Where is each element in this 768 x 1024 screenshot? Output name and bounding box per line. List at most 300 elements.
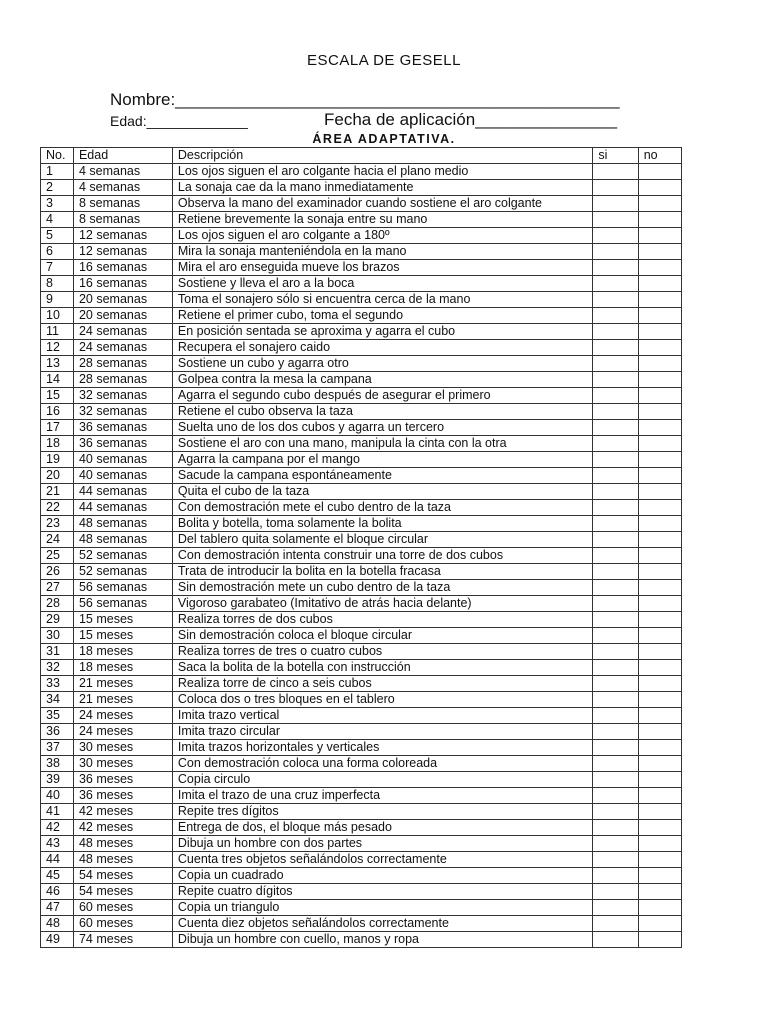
si-checkbox-cell[interactable] xyxy=(593,276,638,292)
no-checkbox-cell[interactable] xyxy=(638,388,681,404)
row-number: 30 xyxy=(41,628,74,644)
row-number: 44 xyxy=(41,852,74,868)
si-checkbox-cell[interactable] xyxy=(593,820,638,836)
row-age: 74 meses xyxy=(73,932,172,948)
row-description: En posición sentada se aproxima y agarra el cubo xyxy=(172,324,592,340)
si-checkbox-cell[interactable] xyxy=(593,388,638,404)
row-age: 18 meses xyxy=(73,660,172,676)
table-row xyxy=(41,820,682,836)
table-row xyxy=(41,436,682,452)
no-checkbox-cell[interactable] xyxy=(638,564,681,580)
row-description: Dibuja un hombre con dos partes xyxy=(172,836,592,852)
row-description: Sostiene el aro con una mano, manipula la cinta con la otra xyxy=(172,436,592,452)
table-row xyxy=(41,612,682,628)
si-checkbox-cell[interactable] xyxy=(593,228,638,244)
si-checkbox-cell[interactable] xyxy=(593,324,638,340)
table-row xyxy=(41,356,682,372)
table-row xyxy=(41,196,682,212)
no-checkbox-cell[interactable] xyxy=(638,516,681,532)
row-number: 43 xyxy=(41,836,74,852)
row-age: 12 semanas xyxy=(73,228,172,244)
row-description: Mira el aro enseguida mueve los brazos xyxy=(172,260,592,276)
no-checkbox-cell[interactable] xyxy=(638,676,681,692)
no-checkbox-cell[interactable] xyxy=(638,900,681,916)
table-row xyxy=(41,740,682,756)
row-number: 37 xyxy=(41,740,74,756)
row-number: 48 xyxy=(41,916,74,932)
no-checkbox-cell[interactable] xyxy=(638,708,681,724)
row-age: 30 meses xyxy=(73,740,172,756)
table-row xyxy=(41,228,682,244)
row-description: Retiene brevemente la sonaja entre su mano xyxy=(172,212,592,228)
table-row xyxy=(41,244,682,260)
row-age: 52 semanas xyxy=(73,548,172,564)
row-number: 34 xyxy=(41,692,74,708)
row-description: Con demostración mete el cubo dentro de la taza xyxy=(172,500,592,516)
no-checkbox-cell[interactable] xyxy=(638,820,681,836)
row-age: 40 semanas xyxy=(73,452,172,468)
row-age: 36 meses xyxy=(73,772,172,788)
table-row xyxy=(41,868,682,884)
row-age: 56 semanas xyxy=(73,580,172,596)
table-row xyxy=(41,772,682,788)
row-number: 15 xyxy=(41,388,74,404)
no-checkbox-cell[interactable] xyxy=(638,548,681,564)
row-age: 30 meses xyxy=(73,756,172,772)
table-row xyxy=(41,452,682,468)
row-number: 29 xyxy=(41,612,74,628)
table-row xyxy=(41,836,682,852)
no-checkbox-cell[interactable] xyxy=(638,420,681,436)
row-age: 4 semanas xyxy=(73,164,172,180)
no-checkbox-cell[interactable] xyxy=(638,740,681,756)
no-checkbox-cell[interactable] xyxy=(638,852,681,868)
no-checkbox-cell[interactable] xyxy=(638,580,681,596)
no-checkbox-cell[interactable] xyxy=(638,916,681,932)
row-number: 32 xyxy=(41,660,74,676)
row-number: 18 xyxy=(41,436,74,452)
si-checkbox-cell[interactable] xyxy=(593,628,638,644)
nombre-field[interactable]: Nombre:_______________________________________________ xyxy=(110,90,620,109)
table-row xyxy=(41,484,682,500)
table-row xyxy=(41,164,682,180)
no-checkbox-cell[interactable] xyxy=(638,228,681,244)
no-checkbox-cell[interactable] xyxy=(638,660,681,676)
no-checkbox-cell[interactable] xyxy=(638,452,681,468)
si-checkbox-cell[interactable] xyxy=(593,884,638,900)
si-checkbox-cell[interactable] xyxy=(593,676,638,692)
row-number: 41 xyxy=(41,804,74,820)
si-checkbox-cell[interactable] xyxy=(593,484,638,500)
row-age: 60 meses xyxy=(73,900,172,916)
row-number: 47 xyxy=(41,900,74,916)
no-checkbox-cell[interactable] xyxy=(638,292,681,308)
row-number: 26 xyxy=(41,564,74,580)
row-age: 32 semanas xyxy=(73,388,172,404)
table-row xyxy=(41,596,682,612)
row-age: 36 meses xyxy=(73,788,172,804)
row-number: 2 xyxy=(41,180,74,196)
row-description: Entrega de dos, el bloque más pesado xyxy=(172,820,592,836)
si-checkbox-cell[interactable] xyxy=(593,788,638,804)
evaluation-table xyxy=(40,147,682,948)
row-age: 36 semanas xyxy=(73,420,172,436)
row-number: 13 xyxy=(41,356,74,372)
row-number: 20 xyxy=(41,468,74,484)
si-checkbox-cell[interactable] xyxy=(593,580,638,596)
row-age: 52 semanas xyxy=(73,564,172,580)
no-checkbox-cell[interactable] xyxy=(638,692,681,708)
table-row xyxy=(41,388,682,404)
row-age: 48 semanas xyxy=(73,516,172,532)
row-age: 18 meses xyxy=(73,644,172,660)
row-number: 16 xyxy=(41,404,74,420)
row-description: Toma el sonajero sólo si encuentra cerca de la mano xyxy=(172,292,592,308)
row-description: Retiene el primer cubo, toma el segundo xyxy=(172,308,592,324)
row-number: 33 xyxy=(41,676,74,692)
table-row xyxy=(41,292,682,308)
si-checkbox-cell[interactable] xyxy=(593,452,638,468)
table-row xyxy=(41,500,682,516)
no-checkbox-cell[interactable] xyxy=(638,612,681,628)
no-checkbox-cell[interactable] xyxy=(638,468,681,484)
row-number: 1 xyxy=(41,164,74,180)
no-checkbox-cell[interactable] xyxy=(638,196,681,212)
row-age: 20 semanas xyxy=(73,292,172,308)
table-row xyxy=(41,404,682,420)
si-checkbox-cell[interactable] xyxy=(593,596,638,612)
si-checkbox-cell[interactable] xyxy=(593,740,638,756)
table-row xyxy=(41,420,682,436)
row-age: 54 meses xyxy=(73,884,172,900)
si-checkbox-cell[interactable] xyxy=(593,436,638,452)
si-checkbox-cell[interactable] xyxy=(593,212,638,228)
si-checkbox-cell[interactable] xyxy=(593,836,638,852)
header-no: No. xyxy=(41,148,74,164)
si-checkbox-cell[interactable] xyxy=(593,548,638,564)
table-row xyxy=(41,548,682,564)
table-row xyxy=(41,324,682,340)
row-description: Realiza torres de dos cubos xyxy=(172,612,592,628)
row-age: 60 meses xyxy=(73,916,172,932)
si-checkbox-cell[interactable] xyxy=(593,932,638,948)
row-age: 42 meses xyxy=(73,820,172,836)
row-number: 45 xyxy=(41,868,74,884)
no-checkbox-cell[interactable] xyxy=(638,164,681,180)
row-number: 5 xyxy=(41,228,74,244)
row-number: 46 xyxy=(41,884,74,900)
si-checkbox-cell[interactable] xyxy=(593,244,638,260)
table-row xyxy=(41,372,682,388)
si-checkbox-cell[interactable] xyxy=(593,692,638,708)
edad-field[interactable]: Edad:_____________ xyxy=(110,113,248,129)
si-checkbox-cell[interactable] xyxy=(593,180,638,196)
row-number: 17 xyxy=(41,420,74,436)
row-description: Del tablero quita solamente el bloque circular xyxy=(172,532,592,548)
row-description: Repite tres dígitos xyxy=(172,804,592,820)
row-age: 56 semanas xyxy=(73,596,172,612)
row-number: 49 xyxy=(41,932,74,948)
row-number: 42 xyxy=(41,820,74,836)
table-row xyxy=(41,628,682,644)
row-description: Recupera el sonajero caido xyxy=(172,340,592,356)
row-description: Trata de introducir la bolita en la botella fracasa xyxy=(172,564,592,580)
row-description: Imita trazo vertical xyxy=(172,708,592,724)
row-description: Imita trazos horizontales y verticales xyxy=(172,740,592,756)
no-checkbox-cell[interactable] xyxy=(638,484,681,500)
si-checkbox-cell[interactable] xyxy=(593,500,638,516)
row-number: 7 xyxy=(41,260,74,276)
row-number: 9 xyxy=(41,292,74,308)
si-checkbox-cell[interactable] xyxy=(593,612,638,628)
row-number: 38 xyxy=(41,756,74,772)
no-checkbox-cell[interactable] xyxy=(638,308,681,324)
row-description: Quita el cubo de la taza xyxy=(172,484,592,500)
no-checkbox-cell[interactable] xyxy=(638,788,681,804)
no-checkbox-cell[interactable] xyxy=(638,644,681,660)
no-checkbox-cell[interactable] xyxy=(638,324,681,340)
row-description: Copia un cuadrado xyxy=(172,868,592,884)
row-description: Imita trazo circular xyxy=(172,724,592,740)
row-number: 10 xyxy=(41,308,74,324)
si-checkbox-cell[interactable] xyxy=(593,196,638,212)
row-description: Repite cuatro dígitos xyxy=(172,884,592,900)
row-description: Realiza torre de cinco a seis cubos xyxy=(172,676,592,692)
row-age: 20 semanas xyxy=(73,308,172,324)
row-description: La sonaja cae da la mano inmediatamente xyxy=(172,180,592,196)
row-age: 16 semanas xyxy=(73,260,172,276)
row-age: 8 semanas xyxy=(73,212,172,228)
no-checkbox-cell[interactable] xyxy=(638,212,681,228)
no-checkbox-cell[interactable] xyxy=(638,868,681,884)
no-checkbox-cell[interactable] xyxy=(638,356,681,372)
row-age: 24 semanas xyxy=(73,324,172,340)
table-row xyxy=(41,692,682,708)
row-age: 28 semanas xyxy=(73,356,172,372)
no-checkbox-cell[interactable] xyxy=(638,532,681,548)
table-row xyxy=(41,852,682,868)
row-age: 16 semanas xyxy=(73,276,172,292)
table-row xyxy=(41,916,682,932)
row-description: Con demostración coloca una forma coloreada xyxy=(172,756,592,772)
header-edad: Edad xyxy=(73,148,172,164)
row-description: Copia circulo xyxy=(172,772,592,788)
table-header-row xyxy=(41,148,682,164)
row-age: 32 semanas xyxy=(73,404,172,420)
table-row xyxy=(41,180,682,196)
table-row xyxy=(41,804,682,820)
si-checkbox-cell[interactable] xyxy=(593,804,638,820)
table-row xyxy=(41,260,682,276)
si-checkbox-cell[interactable] xyxy=(593,564,638,580)
table-row xyxy=(41,660,682,676)
table-row xyxy=(41,788,682,804)
table-row xyxy=(41,676,682,692)
row-number: 12 xyxy=(41,340,74,356)
no-checkbox-cell[interactable] xyxy=(638,500,681,516)
row-number: 4 xyxy=(41,212,74,228)
row-age: 15 meses xyxy=(73,612,172,628)
no-checkbox-cell[interactable] xyxy=(638,596,681,612)
row-number: 27 xyxy=(41,580,74,596)
si-checkbox-cell[interactable] xyxy=(593,164,638,180)
table-body xyxy=(41,164,682,948)
row-age: 36 semanas xyxy=(73,436,172,452)
header-no-answer: no xyxy=(638,148,681,164)
row-age: 24 meses xyxy=(73,708,172,724)
row-number: 11 xyxy=(41,324,74,340)
row-description: Dibuja un hombre con cuello, manos y ropa xyxy=(172,932,592,948)
no-checkbox-cell[interactable] xyxy=(638,772,681,788)
row-description: Con demostración intenta construir una torre de dos cubos xyxy=(172,548,592,564)
row-description: Realiza torres de tres o cuatro cubos xyxy=(172,644,592,660)
si-checkbox-cell[interactable] xyxy=(593,532,638,548)
si-checkbox-cell[interactable] xyxy=(593,772,638,788)
row-number: 39 xyxy=(41,772,74,788)
table-row xyxy=(41,756,682,772)
row-number: 25 xyxy=(41,548,74,564)
row-age: 40 semanas xyxy=(73,468,172,484)
row-number: 3 xyxy=(41,196,74,212)
row-description: Vigoroso garabateo (Imitativo de atrás hacia delante) xyxy=(172,596,592,612)
row-age: 42 meses xyxy=(73,804,172,820)
row-description: Los ojos siguen el aro colgante hacia el plano medio xyxy=(172,164,592,180)
no-checkbox-cell[interactable] xyxy=(638,260,681,276)
row-number: 21 xyxy=(41,484,74,500)
no-checkbox-cell[interactable] xyxy=(638,436,681,452)
row-number: 22 xyxy=(41,500,74,516)
row-age: 8 semanas xyxy=(73,196,172,212)
si-checkbox-cell[interactable] xyxy=(593,916,638,932)
si-checkbox-cell[interactable] xyxy=(593,292,638,308)
header-si: si xyxy=(593,148,638,164)
row-age: 21 meses xyxy=(73,676,172,692)
table-row xyxy=(41,276,682,292)
si-checkbox-cell[interactable] xyxy=(593,644,638,660)
no-checkbox-cell[interactable] xyxy=(638,836,681,852)
table-row xyxy=(41,516,682,532)
row-description: Retiene el cubo observa la taza xyxy=(172,404,592,420)
table-row xyxy=(41,564,682,580)
table-row xyxy=(41,580,682,596)
page-title: ESCALA DE GESELL xyxy=(307,52,461,69)
no-checkbox-cell[interactable] xyxy=(638,276,681,292)
row-description: Imita el trazo de una cruz imperfecta xyxy=(172,788,592,804)
si-checkbox-cell[interactable] xyxy=(593,260,638,276)
table-row xyxy=(41,532,682,548)
row-age: 21 meses xyxy=(73,692,172,708)
row-description: Cuenta tres objetos señalándolos correctamente xyxy=(172,852,592,868)
table-row xyxy=(41,212,682,228)
row-number: 31 xyxy=(41,644,74,660)
si-checkbox-cell[interactable] xyxy=(593,868,638,884)
row-description: Sostiene un cubo y agarra otro xyxy=(172,356,592,372)
row-age: 28 semanas xyxy=(73,372,172,388)
no-checkbox-cell[interactable] xyxy=(638,372,681,388)
row-description: Mira la sonaja manteniéndola en la mano xyxy=(172,244,592,260)
row-age: 24 meses xyxy=(73,724,172,740)
no-checkbox-cell[interactable] xyxy=(638,932,681,948)
si-checkbox-cell[interactable] xyxy=(593,340,638,356)
row-number: 36 xyxy=(41,724,74,740)
si-checkbox-cell[interactable] xyxy=(593,756,638,772)
si-checkbox-cell[interactable] xyxy=(593,356,638,372)
row-description: Bolita y botella, toma solamente la bolita xyxy=(172,516,592,532)
row-number: 23 xyxy=(41,516,74,532)
row-description: Los ojos siguen el aro colgante a 180º xyxy=(172,228,592,244)
no-checkbox-cell[interactable] xyxy=(638,340,681,356)
row-number: 6 xyxy=(41,244,74,260)
table-row xyxy=(41,884,682,900)
row-description: Agarra la campana por el mango xyxy=(172,452,592,468)
row-description: Sacude la campana espontáneamente xyxy=(172,468,592,484)
no-checkbox-cell[interactable] xyxy=(638,244,681,260)
si-checkbox-cell[interactable] xyxy=(593,372,638,388)
si-checkbox-cell[interactable] xyxy=(593,404,638,420)
si-checkbox-cell[interactable] xyxy=(593,852,638,868)
table-row xyxy=(41,900,682,916)
si-checkbox-cell[interactable] xyxy=(593,724,638,740)
row-description: Golpea contra la mesa la campana xyxy=(172,372,592,388)
row-number: 14 xyxy=(41,372,74,388)
row-description: Copia un triangulo xyxy=(172,900,592,916)
no-checkbox-cell[interactable] xyxy=(638,756,681,772)
section-heading: ÁREA ADAPTATIVA. xyxy=(312,132,456,146)
row-number: 24 xyxy=(41,532,74,548)
no-checkbox-cell[interactable] xyxy=(638,884,681,900)
table-row xyxy=(41,308,682,324)
si-checkbox-cell[interactable] xyxy=(593,420,638,436)
row-age: 12 semanas xyxy=(73,244,172,260)
row-number: 19 xyxy=(41,452,74,468)
row-age: 48 meses xyxy=(73,852,172,868)
table-row xyxy=(41,340,682,356)
table-row xyxy=(41,468,682,484)
row-description: Observa la mano del examinador cuando sostiene el aro colgante xyxy=(172,196,592,212)
table-row xyxy=(41,724,682,740)
header-descripcion: Descripción xyxy=(172,148,592,164)
row-age: 24 semanas xyxy=(73,340,172,356)
no-checkbox-cell[interactable] xyxy=(638,404,681,420)
si-checkbox-cell[interactable] xyxy=(593,900,638,916)
no-checkbox-cell[interactable] xyxy=(638,180,681,196)
row-age: 48 meses xyxy=(73,836,172,852)
row-age: 48 semanas xyxy=(73,532,172,548)
row-description: Suelta uno de los dos cubos y agarra un tercero xyxy=(172,420,592,436)
row-number: 35 xyxy=(41,708,74,724)
no-checkbox-cell[interactable] xyxy=(638,724,681,740)
no-checkbox-cell[interactable] xyxy=(638,628,681,644)
row-number: 28 xyxy=(41,596,74,612)
si-checkbox-cell[interactable] xyxy=(593,708,638,724)
si-checkbox-cell[interactable] xyxy=(593,516,638,532)
row-description: Sin demostración coloca el bloque circular xyxy=(172,628,592,644)
si-checkbox-cell[interactable] xyxy=(593,660,638,676)
si-checkbox-cell[interactable] xyxy=(593,308,638,324)
si-checkbox-cell[interactable] xyxy=(593,468,638,484)
row-age: 44 semanas xyxy=(73,484,172,500)
table-row xyxy=(41,708,682,724)
row-age: 44 semanas xyxy=(73,500,172,516)
row-number: 8 xyxy=(41,276,74,292)
fecha-field[interactable]: Fecha de aplicación_______________ xyxy=(324,110,618,129)
no-checkbox-cell[interactable] xyxy=(638,804,681,820)
row-description: Coloca dos o tres bloques en el tablero xyxy=(172,692,592,708)
row-age: 15 meses xyxy=(73,628,172,644)
table-row xyxy=(41,932,682,948)
row-description: Saca la bolita de la botella con instrucción xyxy=(172,660,592,676)
row-age: 54 meses xyxy=(73,868,172,884)
